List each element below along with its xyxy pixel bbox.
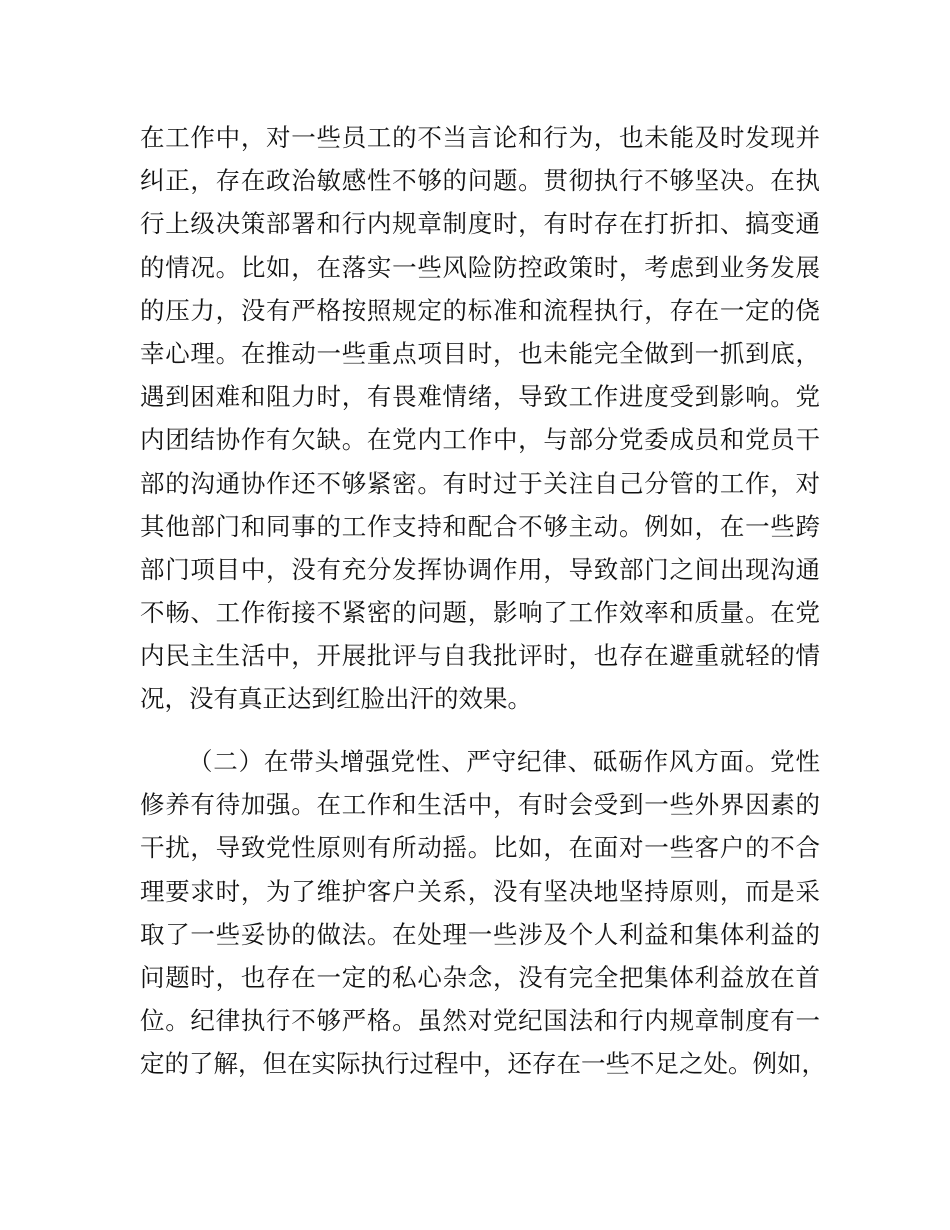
paragraph-line: 在工作中，对一些员工的不当言论和行为，也未能及时发现并 <box>140 123 820 152</box>
paragraph-line: 况，没有真正达到红脸出汗的效果。 <box>140 684 532 714</box>
paragraph-line: 定的了解，但在实际执行过程中，还存在一些不足之处。例如， <box>140 1049 826 1079</box>
paragraph-line: 部门项目中，没有充分发挥协调作用，导致部门之间出现沟通 <box>140 554 820 584</box>
paragraph-line: 内团结协作有欠缺。在党内工作中，与部分党委成员和党员干 <box>140 425 820 455</box>
paragraph-line: 的压力，没有严格按照规定的标准和流程执行，存在一定的侥 <box>140 295 820 325</box>
paragraph-line: 干扰，导致党性原则有所动摇。比如，在面对一些客户的不合 <box>140 833 820 863</box>
paragraph-2 <box>140 740 826 1086</box>
paragraph-line: （二）在带头增强党性、严守纪律、砥砺作风方面。党性 <box>188 747 820 776</box>
paragraph-line: 内民主生活中，开展批评与自我批评时，也存在避重就轻的情 <box>140 641 820 671</box>
paragraph-line: 理要求时，为了维护客户关系，没有坚决地坚持原则，而是采 <box>140 876 820 906</box>
paragraph-line: 修养有待加强。在工作和生活中，有时会受到一些外界因素的 <box>140 790 820 820</box>
paragraph-line: 位。纪律执行不够严格。虽然对党纪国法和行内规章制度有一 <box>140 1006 820 1036</box>
paragraph-line: 遇到困难和阻力时，有畏难情绪，导致工作进度受到影响。党 <box>140 382 820 412</box>
paragraph-line: 部的沟通协作还不够紧密。有时过于关注自己分管的工作，对 <box>140 468 820 498</box>
paragraph-line: 的情况。比如，在落实一些风险防控政策时，考虑到业务发展 <box>140 252 820 282</box>
paragraph-line: 幸心理。在推动一些重点项目时，也未能完全做到一抓到底， <box>140 338 820 368</box>
paragraph-line: 其他部门和同事的工作支持和配合不够主动。例如，在一些跨 <box>140 511 820 541</box>
paragraph-line: 不畅、工作衔接不紧密的问题，影响了工作效率和质量。在党 <box>140 598 820 628</box>
paragraph-line: 行上级决策部署和行内规章制度时，有时存在打折扣、搞变通 <box>140 209 820 239</box>
paragraph-line: 问题时，也存在一定的私心杂念，没有完全把集体利益放在首 <box>140 962 820 992</box>
paragraph-line: 取了一些妥协的做法。在处理一些涉及个人利益和集体利益的 <box>140 919 820 949</box>
paragraph-line: 纠正，存在政治敏感性不够的问题。贯彻执行不够坚决。在执 <box>140 166 820 196</box>
paragraph-1 <box>140 116 820 721</box>
